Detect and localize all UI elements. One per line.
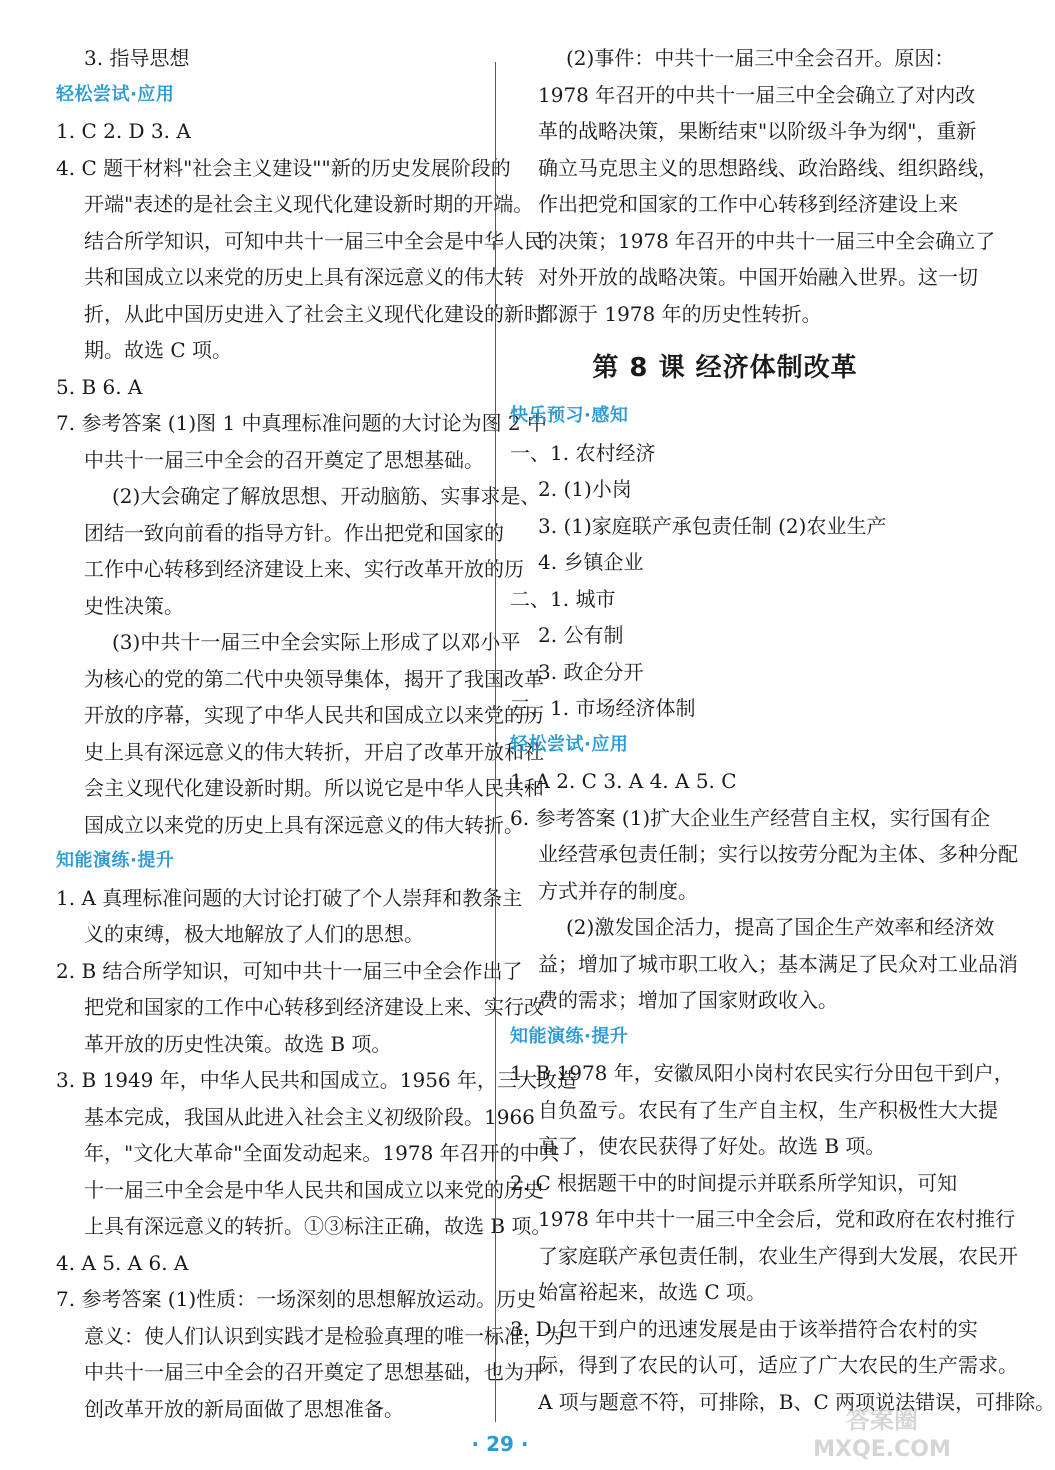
lesson-title: 第 8 课 经济体制改革 [592,353,858,383]
text-line: 创改革开放的新局面做了思想准备。 [84,1396,404,1421]
text-line: (3)中共十一届三中全会实际上形成了以邓小平 [112,630,521,654]
text-line: 上具有深远意义的转折。①③标注正确，故选 B 项。 [84,1214,552,1238]
section-heading: 知能演练·提升 [510,1025,629,1047]
text-line: 三、1. 市场经济体制 [510,696,696,720]
text-line: 基本完成，我国从此进入社会主义初级阶段。1966 [84,1104,535,1129]
text-line: (2)事件：中共十一届三中全会召开。原因： [566,46,955,70]
text-line: 2. B 结合所学知识，可知中共十一届三中全会作出了 [56,958,523,983]
text-line: 2. C 根据题干中的时间提示并联系所学知识，可知 [510,1170,958,1195]
text-line: 都源于 1978 年的历史性转折。 [538,301,822,326]
text-line: 方式并存的制度。 [538,878,698,903]
text-line: 际，得到了农民的认可，适应了广大农民的生产需求。 [538,1353,1018,1377]
text-line: 会主义现代化建设新时期。所以说它是中华人民共和 [84,776,544,800]
text-line: 始富裕起来，故选 C 项。 [538,1280,767,1304]
text-line: 折，从此中国历史进入了社会主义现代化建设的新时 [84,301,544,326]
right-column [510,40,1055,1420]
text-line: 3. B 1949 年，中华人民共和国成立。1956 年，三大改造 [56,1068,578,1092]
text-line: 5. B 6. A [56,374,143,399]
text-line: 自负盈亏。农民有了生产自主权，生产积极性大大提 [538,1097,998,1122]
text-line: 的决策；1978 年召开的中共十一届三中全会确立了 [538,228,996,253]
text-line: 1. B 1978 年，安徽凤阳小岗村农民实行分田包干到户， [510,1061,1014,1085]
text-line: 中共十一届三中全会的召开奠定了思想基础，也为开 [84,1360,544,1384]
text-line: 1. A 真理标准问题的大讨论打破了个人崇拜和教条主 [56,885,523,910]
section-heading: 知能演练·提升 [56,850,175,871]
text-line: 史性决策。 [84,593,184,618]
text-line: 年，"文化大革命"全面发动起来。1978 年召开的中共 [84,1141,560,1165]
text-line: 开放的序幕，实现了中华人民共和国成立以来党的历 [84,703,544,727]
text-line: 1978 年中共十一届三中全会后，党和政府在农村推行 [538,1207,1016,1231]
svg-text:MXQE.COM: MXQE.COM [813,1437,951,1462]
text-line: 业经营承包责任制；实行以按劳分配为主体、多种分配 [538,842,1018,866]
text-line: 费的需求；增加了国家财政收入。 [538,988,838,1012]
text-line: 对外开放的战略决策。中国开始融入世界。这一切 [538,265,978,289]
text-line: 益；增加了城市职工收入；基本满足了民众对工业品消 [538,951,1018,976]
text-line: 4. C 题干材料"社会主义建设""新的历史发展阶段的 [56,155,511,180]
text-line: 2. 公有制 [538,623,624,647]
text-line: 义的束缚，极大地解放了人们的思想。 [84,922,424,946]
text-line: 6. 参考答案 (1)扩大企业生产经营自主权，实行国有企 [510,805,991,830]
text-line: 3. 政企分开 [538,659,644,684]
text-line: 开端"表述的是社会主义现代化建设新时期的开端。 [84,192,534,216]
text-line: 确立马克思主义的思想路线、政治路线、组织路线， [538,155,998,180]
text-line: 工作中心转移到经济建设上来、实行改革开放的历 [84,557,524,581]
text-line: 团结一致向前看的指导方针。作出把党和国家的 [84,520,504,545]
text-line: 4. 乡镇企业 [538,550,644,574]
right-column-top [510,40,998,332]
text-line: 3. 指导思想 [84,46,190,70]
text-line: 7. 参考答案 (1)性质：一场深刻的思想解放运动。历史 [56,1287,537,1311]
text-line: 革开放的历史性决策。故选 B 项。 [84,1031,392,1056]
text-line: (2)大会确定了解放思想、开动脑筋、实事求是、 [112,484,541,508]
text-line: 作出把党和国家的工作中心转移到经济建设上来 [538,192,958,216]
text-line: 高了，使农民获得了好处。故选 B 项。 [538,1134,886,1158]
text-line: 了家庭联产承包责任制，农业生产得到大发展，农民开 [538,1243,1018,1268]
page-number: · 29 · [471,1432,529,1456]
svg-text:答案圈: 答案圈 [846,1406,918,1434]
column-divider [495,62,496,1422]
text-line: 意义：使人们认识到实践才是检验真理的唯一标准，为 [84,1323,564,1348]
right-column-bottom [510,398,1055,1420]
text-line: 结合所学知识，可知中共十一届三中全会是中华人民 [84,228,544,253]
text-line: 1. A 2. C 3. A 4. A 5. C [510,769,737,793]
text-line: 革的战略决策，果断结束"以阶级斗争为纲"，重新 [538,119,977,143]
text-line: 把党和国家的工作中心转移到经济建设上来、实行改 [84,995,544,1019]
text-line: 期。故选 C 项。 [84,338,233,362]
text-line: (2)激发国企活力，提高了国企生产效率和经济效 [566,915,995,939]
text-line: 共和国成立以来党的历史上具有深远意义的伟大转 [84,265,524,289]
text-line: 一、1. 农村经济 [510,440,656,465]
watermark-logo [782,1398,982,1464]
text-line: 二、1. 城市 [510,586,616,611]
text-line: 为核心的党的第二代中央领导集体，揭开了我国改革 [84,666,544,691]
text-line: 3. D 包干到户的迅速发展是由于该举措符合农村的实 [510,1316,978,1341]
section-heading: 轻松尝试·应用 [56,83,175,105]
text-line: 3. (1)家庭联产承包责任制 (2)农业生产 [538,513,887,538]
text-line: 2. (1)小岗 [538,477,632,501]
section-heading: 快乐预习·感知 [510,405,629,426]
text-line: 4. A 5. A 6. A [56,1250,189,1275]
text-line: 1. C 2. D 3. A [56,119,191,143]
text-line: 国成立以来党的历史上具有深远意义的伟大转折。 [84,812,524,837]
text-line: 中共十一届三中全会的召开奠定了思想基础。 [84,447,484,472]
text-line: A 项与题意不符，可排除，B、C 两项说法错误，可排除。 [538,1389,1055,1414]
section-heading: 轻松尝试·应用 [510,733,629,755]
text-line: 十一届三中全会是中华人民共和国成立以来党的历史 [84,1177,544,1202]
text-line: 1978 年召开的中共十一届三中全会确立了对内改 [538,82,976,107]
text-line: 7. 参考答案 (1)图 1 中真理标准问题的大讨论为图 2 中 [56,411,548,435]
text-line: 史上具有深远意义的伟大转折，开启了改革开放和社 [84,739,544,764]
